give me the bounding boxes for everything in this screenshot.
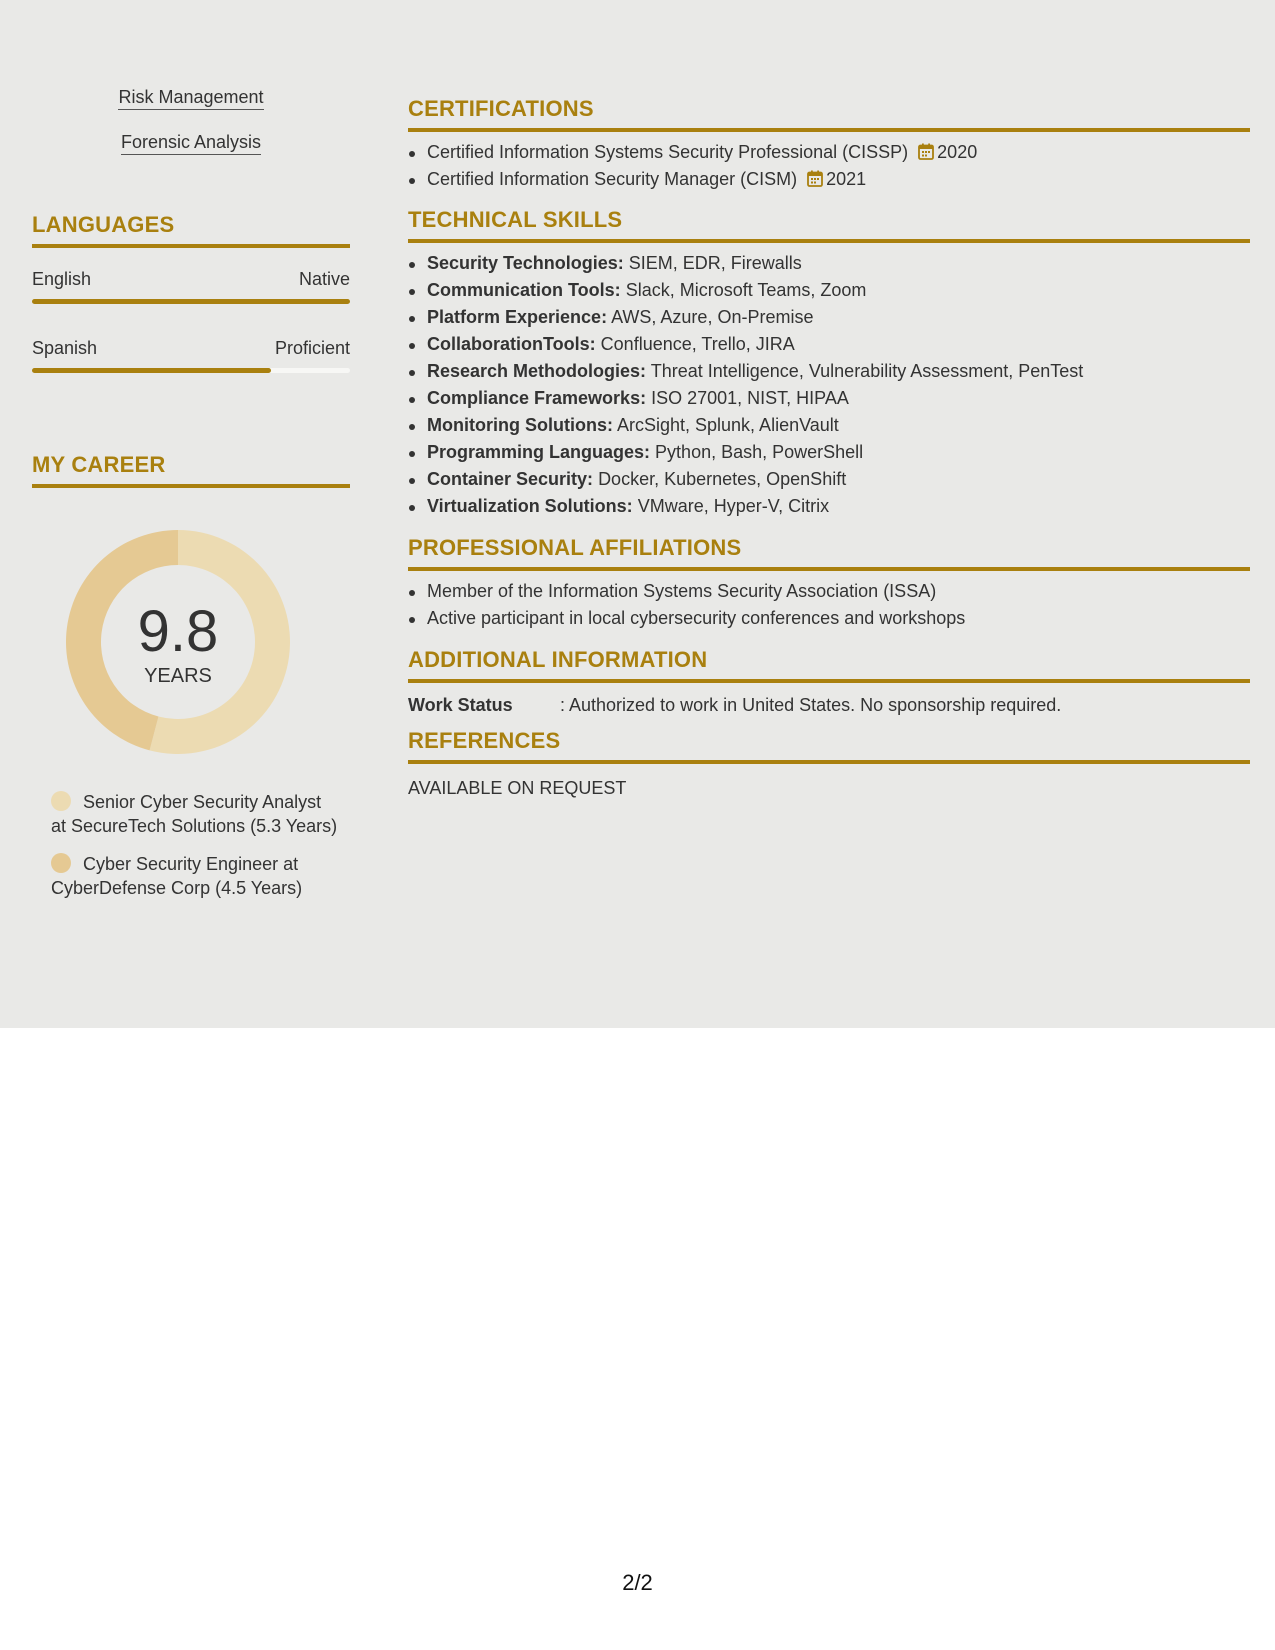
skill-label: Virtualization Solutions: <box>427 496 633 516</box>
list-item <box>408 412 1250 439</box>
career-total-years: 9.8 <box>137 599 219 664</box>
work-status-value: : Authorized to work in United States. No sponsorship required. <box>560 695 1062 715</box>
section-rule <box>32 244 350 248</box>
skill-links <box>32 86 350 176</box>
language-level: Native <box>298 269 350 289</box>
skill-link-forensic-analysis[interactable]: Forensic Analysis <box>121 131 261 155</box>
certification-year: 2021 <box>826 169 867 189</box>
language-bar-fill <box>32 368 271 373</box>
career-legend <box>51 790 341 914</box>
language-bar-fill <box>32 299 350 304</box>
legend-dot <box>51 853 71 873</box>
legend-label: Cyber Security Engineer at CyberDefense Corp (4.5 Years) <box>51 854 303 898</box>
affiliations-title: PROFESSIONAL AFFILIATIONS <box>408 535 742 560</box>
list-item <box>408 331 1250 358</box>
certifications-title: CERTIFICATIONS <box>408 96 594 121</box>
list-item <box>408 250 1250 277</box>
list-item: Active participant in local cybersecurity conferences and workshops <box>408 605 1250 632</box>
references-text: AVAILABLE ON REQUEST <box>408 778 627 798</box>
language-name: English <box>32 269 92 289</box>
section-rule <box>408 567 1250 571</box>
skill-value: ArcSight, Splunk, AlienVault <box>616 415 839 435</box>
skill-value: Confluence, Trello, JIRA <box>600 334 795 354</box>
references-title: REFERENCES <box>408 728 561 753</box>
calendar-icon <box>918 143 934 160</box>
list-item <box>408 466 1250 493</box>
skill-label: Monitoring Solutions: <box>427 415 613 435</box>
affiliations-section <box>408 535 1250 632</box>
legend-dot <box>51 791 71 811</box>
skill-label: Security Technologies: <box>427 253 624 273</box>
career-total-unit: YEARS <box>144 665 212 687</box>
list-item <box>408 493 1250 520</box>
skill-label: Platform Experience: <box>427 307 608 327</box>
additional-info-title: ADDITIONAL INFORMATION <box>408 647 708 672</box>
page-number: 2/2 <box>622 1570 653 1595</box>
section-rule <box>408 239 1250 243</box>
calendar-icon <box>807 170 823 187</box>
language-level: Proficient <box>274 338 350 358</box>
certification-name: Certified Information Systems Security Professional (CISSP) <box>427 142 909 162</box>
section-rule <box>408 760 1250 764</box>
list-item: Member of the Information Systems Security Association (ISSA) <box>408 578 1250 605</box>
languages-title: LANGUAGES <box>32 212 175 237</box>
certifications-list <box>408 139 1250 193</box>
work-status-row <box>408 693 1250 717</box>
list-item <box>408 277 1250 304</box>
skill-label: Programming Languages: <box>427 442 651 462</box>
career-section <box>32 452 350 488</box>
skill-value: ISO 27001, NIST, HIPAA <box>651 388 849 408</box>
work-status-label: Work Status <box>408 695 513 715</box>
skill-value: Docker, Kubernetes, OpenShift <box>598 469 847 489</box>
legend-item <box>51 852 341 900</box>
skill-value: Slack, Microsoft Teams, Zoom <box>625 280 867 300</box>
skill-label: CollaborationTools: <box>427 334 596 354</box>
technical-skills-section <box>408 207 1250 520</box>
certifications-section <box>408 96 1250 193</box>
list-item <box>408 358 1250 385</box>
technical-skills-list <box>408 250 1250 520</box>
skill-label: Compliance Frameworks: <box>427 388 647 408</box>
skill-link-risk-management[interactable]: Risk Management <box>118 86 263 110</box>
career-title: MY CAREER <box>32 452 166 477</box>
skill-value: SIEM, EDR, Firewalls <box>628 253 802 273</box>
affiliations-list <box>408 578 1250 632</box>
legend-label: Senior Cyber Security Analyst at SecureTech Solutions (5.3 Years) <box>51 792 338 836</box>
language-bar <box>32 368 350 373</box>
skill-label: Research Methodologies: <box>427 361 647 381</box>
legend-item <box>51 790 341 838</box>
list-item <box>408 139 1250 166</box>
list-item <box>408 385 1250 412</box>
technical-skills-title: TECHNICAL SKILLS <box>408 207 623 232</box>
languages-section <box>32 212 350 248</box>
skill-value: VMware, Hyper-V, Citrix <box>637 496 830 516</box>
list-item <box>408 439 1250 466</box>
certification-name: Certified Information Security Manager (CISM) <box>427 169 798 189</box>
list-item <box>408 304 1250 331</box>
language-name: Spanish <box>32 338 98 358</box>
skill-value: Python, Bash, PowerShell <box>655 442 864 462</box>
section-rule <box>32 484 350 488</box>
references-section <box>408 728 1250 800</box>
additional-info-section <box>408 647 1250 717</box>
certification-year: 2020 <box>937 142 978 162</box>
language-bar <box>32 299 350 304</box>
section-rule <box>408 128 1250 132</box>
skill-label: Communication Tools: <box>427 280 621 300</box>
section-rule <box>408 679 1250 683</box>
skill-value: Threat Intelligence, Vulnerability Assessment, PenTest <box>650 361 1084 381</box>
skill-value: AWS, Azure, On-Premise <box>611 307 814 327</box>
list-item <box>408 166 1250 193</box>
skill-label: Container Security: <box>427 469 594 489</box>
